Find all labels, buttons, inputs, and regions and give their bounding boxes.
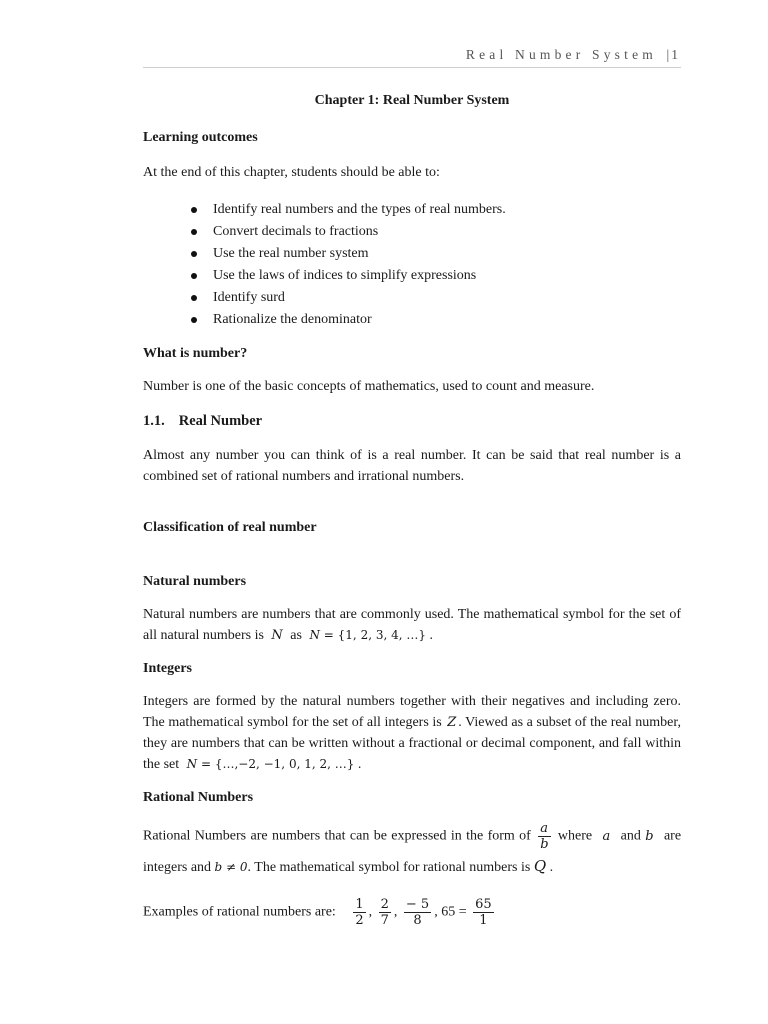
list-item: Identify surd: [143, 287, 506, 309]
running-header: [466, 47, 678, 63]
running-title: Real Number System: [465, 47, 657, 62]
b-not-zero: b ≠ 0: [214, 860, 248, 874]
what-is-number-heading: What is number?: [143, 346, 248, 361]
variable-b: b: [645, 828, 654, 844]
natural-numbers-heading: Natural numbers: [143, 574, 247, 589]
integers-text-1: Integers are formed by the natural numbers together with their negatives and including zero. The mathematical symbol for the set of all integers is: [143, 694, 681, 730]
example-comma: ,: [393, 904, 398, 920]
rational-text-1: Rational Numbers are numbers that can be expressed in the form of: [143, 828, 531, 844]
example-fraction: [473, 897, 494, 928]
example-numerator: 65: [475, 897, 492, 912]
list-item: Use the real number system: [143, 243, 506, 265]
section-title: Real Number: [178, 413, 263, 429]
example-comma: ,: [434, 904, 438, 920]
example-denominator: 7: [380, 913, 389, 928]
list-item: Convert decimals to fractions: [143, 221, 506, 243]
list-item: Identify real numbers and the types of real numbers.: [143, 199, 506, 221]
rational-text-3: . The mathematical symbol for rational numbers is: [247, 860, 531, 875]
example-numerator: 1: [355, 897, 364, 912]
natural-numbers-text: Natural numbers are numbers that are commonly used. The mathematical symbol for the set of all natural numbers is: [143, 607, 681, 643]
variable-a: a: [602, 828, 611, 844]
list-item: Rationalize the denominator: [143, 309, 506, 331]
rational-where: where: [557, 828, 593, 844]
learning-outcomes-heading: Learning outcomes: [143, 130, 258, 145]
natural-symbol: N: [271, 628, 283, 643]
list-item: Use the laws of indices to simplify expressions: [143, 265, 506, 287]
integers-end: .: [357, 757, 362, 772]
integers-heading: Integers: [143, 661, 192, 676]
natural-as: as: [290, 628, 302, 643]
classification-heading: Classification of real number: [143, 520, 317, 535]
examples-label: Examples of rational numbers are:: [143, 904, 336, 920]
example-numerator: 2: [380, 897, 389, 912]
header-rule: [143, 67, 681, 68]
integers-symbol: Z: [447, 715, 457, 730]
rational-examples: [143, 897, 681, 928]
natural-numbers-paragraph: [143, 604, 681, 646]
fraction-numerator: a: [538, 821, 550, 837]
integers-text-2: . Viewed as a subset of the real number, they are numbers that can be written without a fractional or decimal component, and fall within the set: [143, 715, 681, 772]
chapter-title: Chapter 1: Real Number System: [314, 93, 510, 108]
natural-set: [309, 628, 426, 642]
example-fraction: [404, 897, 431, 928]
integers-set-rhs: = {…,−2, −1, 0, 1, 2, …}: [200, 757, 355, 771]
natural-set-lhs: N: [309, 628, 320, 642]
rational-end: .: [549, 860, 554, 875]
example-lhs: 65 =: [441, 904, 467, 920]
rational-numbers-heading: Rational Numbers: [143, 790, 254, 805]
page-number: 1: [671, 47, 678, 62]
example-denominator: 8: [413, 913, 422, 928]
integers-paragraph: [143, 691, 681, 775]
what-is-number-text: Number is one of the basic concepts of mathematics, used to count and measure.: [143, 379, 595, 394]
section-number: 1.1.: [143, 413, 165, 429]
section-heading: [143, 411, 262, 432]
rational-text-2: are integers and: [143, 828, 682, 875]
rational-and: and: [620, 828, 641, 844]
header-separator: |: [666, 47, 670, 62]
natural-end: .: [429, 628, 433, 643]
real-number-paragraph: Almost any number you can think of is a real number. It can be said that real number is a combined set of rational numbers and irrational numbers.: [143, 448, 681, 484]
rational-symbol: Q: [533, 857, 547, 875]
example-numerator: − 5: [405, 897, 430, 912]
learning-outcomes-list: [143, 199, 506, 331]
example-fraction: [353, 897, 365, 928]
integers-set-lhs: N: [186, 757, 198, 771]
example-denominator: 1: [479, 913, 488, 928]
natural-set-rhs: = {1, 2, 3, 4, …}: [323, 628, 426, 642]
example-denominator: 2: [355, 913, 364, 928]
fraction-a-over-b: [538, 821, 550, 852]
fraction-denominator: b: [540, 837, 549, 852]
example-fraction: [379, 897, 391, 928]
rational-numbers-paragraph: [143, 821, 681, 882]
learning-outcomes-intro: At the end of this chapter, students should be able to:: [143, 165, 440, 180]
integers-set: [187, 757, 355, 771]
example-comma: ,: [368, 904, 373, 920]
